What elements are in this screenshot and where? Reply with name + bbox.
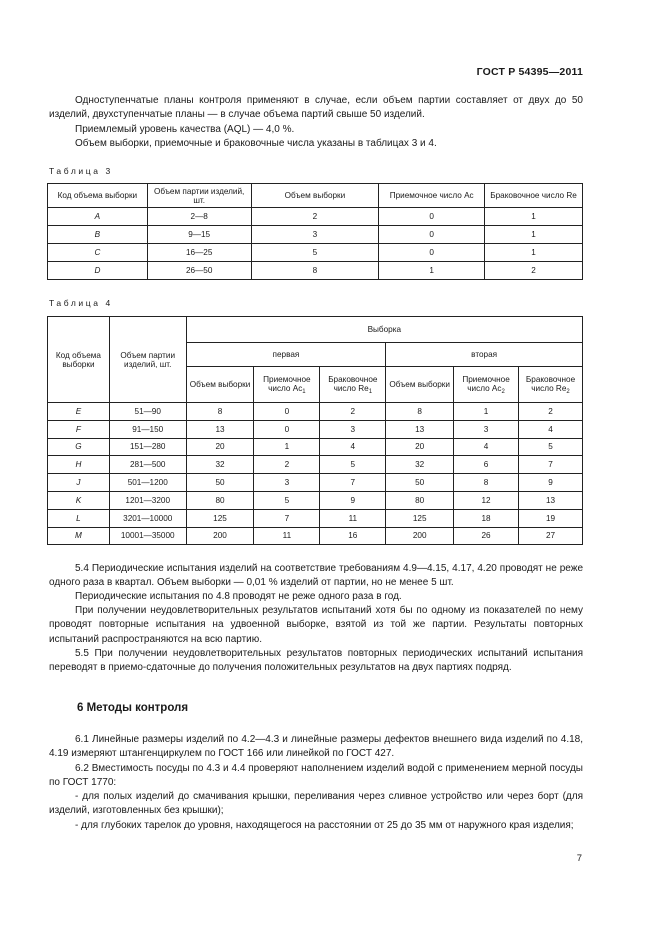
table-cell: 26 — [454, 527, 519, 545]
table-cell: 2 — [251, 208, 379, 226]
table-4 — [47, 316, 583, 545]
table-cell: 501—1200 — [109, 474, 186, 492]
table-cell: 16—25 — [147, 244, 251, 262]
table-cell: 1 — [485, 208, 583, 226]
table-cell: 5 — [251, 244, 379, 262]
table-cell: 3 — [254, 474, 320, 492]
table-row — [48, 456, 583, 474]
table3-header-cell: Код объема выборки — [48, 184, 148, 208]
table-cell: 281—500 — [109, 456, 186, 474]
table-cell: 32 — [186, 456, 254, 474]
intro-paragraph-3: Объем выборки, приемочные и браковочные числа указаны в таблицах 3 и 4. — [75, 138, 437, 149]
table-cell: 51—90 — [109, 403, 186, 421]
table-cell: 3 — [320, 420, 386, 438]
table3-header-cell: Браковочное число Re — [485, 184, 583, 208]
table-cell: 11 — [320, 509, 386, 527]
table-cell: 1 — [454, 403, 519, 421]
table-cell: 5 — [254, 491, 320, 509]
table-cell: 200 — [386, 527, 454, 545]
table-cell: 18 — [454, 509, 519, 527]
table-cell: 26—50 — [147, 262, 251, 280]
table4-header-code: Код объема выборки — [48, 317, 110, 403]
table-cell: 10001—35000 — [109, 527, 186, 545]
table-row — [48, 403, 583, 421]
table-row — [48, 244, 583, 262]
table3-header-cell: Приемочное число Ac — [379, 184, 485, 208]
table4-header-sample: Выборка — [186, 317, 582, 343]
table-cell: 1 — [485, 226, 583, 244]
table3-header-row — [48, 184, 583, 208]
paragraph-6-1: 6.1 Линейные размеры изделий по 4.2—4.3 и линейные размеры дефектов внешнего вида изделий по 4.18, 4.19 измеряют штангенциркулем по ГОСТ 166 или линейкой по ГОСТ 427. — [49, 734, 583, 760]
table-cell: 0 — [379, 208, 485, 226]
table-cell: D — [48, 262, 148, 280]
table4-header-rej1: Браковочное число $Re_1$ — [320, 367, 386, 403]
table-cell: 13 — [386, 420, 454, 438]
table3-body — [48, 208, 583, 280]
table-cell: 2—8 — [147, 208, 251, 226]
table-cell: 91—150 — [109, 420, 186, 438]
table-cell: J — [48, 474, 110, 492]
table4-header-acc1: Приемочное число $Ac_1$ — [254, 367, 320, 403]
intro-paragraph-2: Приемлемый уровень качества (AQL) — 4,0 %. — [75, 124, 295, 135]
table-cell: 8 — [251, 262, 379, 280]
table-cell: 125 — [386, 509, 454, 527]
table-row — [48, 226, 583, 244]
table-cell: 4 — [320, 438, 386, 456]
page-number: 7 — [576, 853, 582, 864]
table-cell: 7 — [254, 509, 320, 527]
table-cell: A — [48, 208, 148, 226]
table-cell: 13 — [519, 491, 583, 509]
table-cell: K — [48, 491, 110, 509]
table-cell: 20 — [186, 438, 254, 456]
table-cell: F — [48, 420, 110, 438]
table-cell: 3 — [251, 226, 379, 244]
table-cell: H — [48, 456, 110, 474]
table-cell: 2 — [519, 403, 583, 421]
table4-header-rej2: Браковочное число $Re_2$ — [519, 367, 583, 403]
table-cell: 200 — [186, 527, 254, 545]
table-cell: 50 — [386, 474, 454, 492]
table-cell: 1201—3200 — [109, 491, 186, 509]
table-cell: 1 — [254, 438, 320, 456]
table-cell: 12 — [454, 491, 519, 509]
table4-header-first: первая — [186, 343, 386, 367]
table-cell: 0 — [379, 226, 485, 244]
table-cell: 125 — [186, 509, 254, 527]
table3-header-cell: Объем выборки — [251, 184, 379, 208]
table-cell: C — [48, 244, 148, 262]
table-cell: B — [48, 226, 148, 244]
section-6-title: 6 Методы контроля — [77, 702, 189, 714]
table-cell: G — [48, 438, 110, 456]
table-row — [48, 474, 583, 492]
table-row — [48, 208, 583, 226]
table-cell: 8 — [386, 403, 454, 421]
table-cell: 1 — [485, 244, 583, 262]
table-row — [48, 527, 583, 545]
table-cell: 16 — [320, 527, 386, 545]
table-cell: 2 — [254, 456, 320, 474]
intro-paragraph-1: Одноступенчатые планы контроля применяют в случае, если объем партии составляет от двух до 50 изделий, двухступенчатые планы — в случае объема партий свыше 50 изделий. — [49, 95, 583, 121]
table-cell: 7 — [519, 456, 583, 474]
table-row — [48, 420, 583, 438]
table-cell: 1 — [379, 262, 485, 280]
table4-header-acc2: Приемочное число $Ac_2$ — [454, 367, 519, 403]
table-cell: 27 — [519, 527, 583, 545]
list-item-deep-plates: - для глубоких тарелок до уровня, находящегося на расстоянии от 25 до 35 мм от наружного края изделия; — [75, 820, 574, 831]
table-row — [48, 509, 583, 527]
paragraph-5-5: 5.5 При получении неудовлетворительных результатов повторных периодических испытаний испытания переводят в приемо-сдаточные до получения положительных результатов на двух партиях подряд. — [49, 648, 583, 674]
table-cell: 3201—10000 — [109, 509, 186, 527]
table-row — [48, 438, 583, 456]
table-row — [48, 491, 583, 509]
table-cell: E — [48, 403, 110, 421]
table-cell: 50 — [186, 474, 254, 492]
table-cell: 5 — [519, 438, 583, 456]
table-cell: 4 — [519, 420, 583, 438]
table-cell: 2 — [485, 262, 583, 280]
table-cell: 151—280 — [109, 438, 186, 456]
table4-header-volume: Объем выборки — [386, 367, 454, 403]
table-cell: 80 — [386, 491, 454, 509]
paragraph-5-4: 5.4 Периодические испытания изделий на соответствие требованиям 4.9—4.15, 4.17, 4.20 проводят не реже одного раза в квартал. Объем выборки — 0,01 % изделий от партии, но не менее 5 шт. — [49, 563, 583, 589]
table-cell: 19 — [519, 509, 583, 527]
table-cell: 0 — [379, 244, 485, 262]
table3-header-cell: Объем партии изделий, шт. — [147, 184, 251, 208]
table-cell: 9 — [519, 474, 583, 492]
table-cell: 4 — [454, 438, 519, 456]
table-cell: 0 — [254, 420, 320, 438]
table-cell: 8 — [454, 474, 519, 492]
table-cell: 11 — [254, 527, 320, 545]
table-cell: 2 — [320, 403, 386, 421]
paragraph-5-4-b: Периодические испытания по 4.8 проводят не реже одного раза в год. — [75, 591, 402, 602]
table-row — [48, 262, 583, 280]
table-cell: L — [48, 509, 110, 527]
table4-header-second: вторая — [386, 343, 583, 367]
table-cell: 13 — [186, 420, 254, 438]
table3-caption: Таблица 3 — [49, 166, 113, 176]
table-cell: 20 — [386, 438, 454, 456]
paragraph-6-2: 6.2 Вместимость посуды по 4.3 и 4.4 проверяют наполнением изделий водой с применением мерной посуды по ГОСТ 1770: — [49, 763, 583, 789]
table-cell: M — [48, 527, 110, 545]
table-3 — [47, 183, 583, 280]
table-cell: 7 — [320, 474, 386, 492]
table-cell: 6 — [454, 456, 519, 474]
list-item-hollow: - для полых изделий до смачивания крышки, переливания через сливное устройство или через борт (для изделий, изготовленных без крышки); — [49, 791, 583, 817]
table-cell: 8 — [186, 403, 254, 421]
table4-header-lot: Объем партии изделий, шт. — [109, 317, 186, 403]
table4-header-volume: Объем выборки — [186, 367, 254, 403]
table4-body — [48, 403, 583, 545]
table-cell: 9—15 — [147, 226, 251, 244]
table-cell: 0 — [254, 403, 320, 421]
table-cell: 5 — [320, 456, 386, 474]
table-cell: 32 — [386, 456, 454, 474]
table-cell: 3 — [454, 420, 519, 438]
paragraph-5-4-c: При получении неудовлетворительных результатов испытаний хотя бы по одному из показателей по нему проводят повторные испытания на удвоенной выборке, взятой из той же партии. Результаты повторных испытаний распространяются на всю партию. — [49, 605, 583, 645]
table-cell: 80 — [186, 491, 254, 509]
table-cell: 9 — [320, 491, 386, 509]
document-code: ГОСТ Р 54395—2011 — [476, 66, 583, 78]
table4-caption: Таблица 4 — [49, 298, 113, 308]
